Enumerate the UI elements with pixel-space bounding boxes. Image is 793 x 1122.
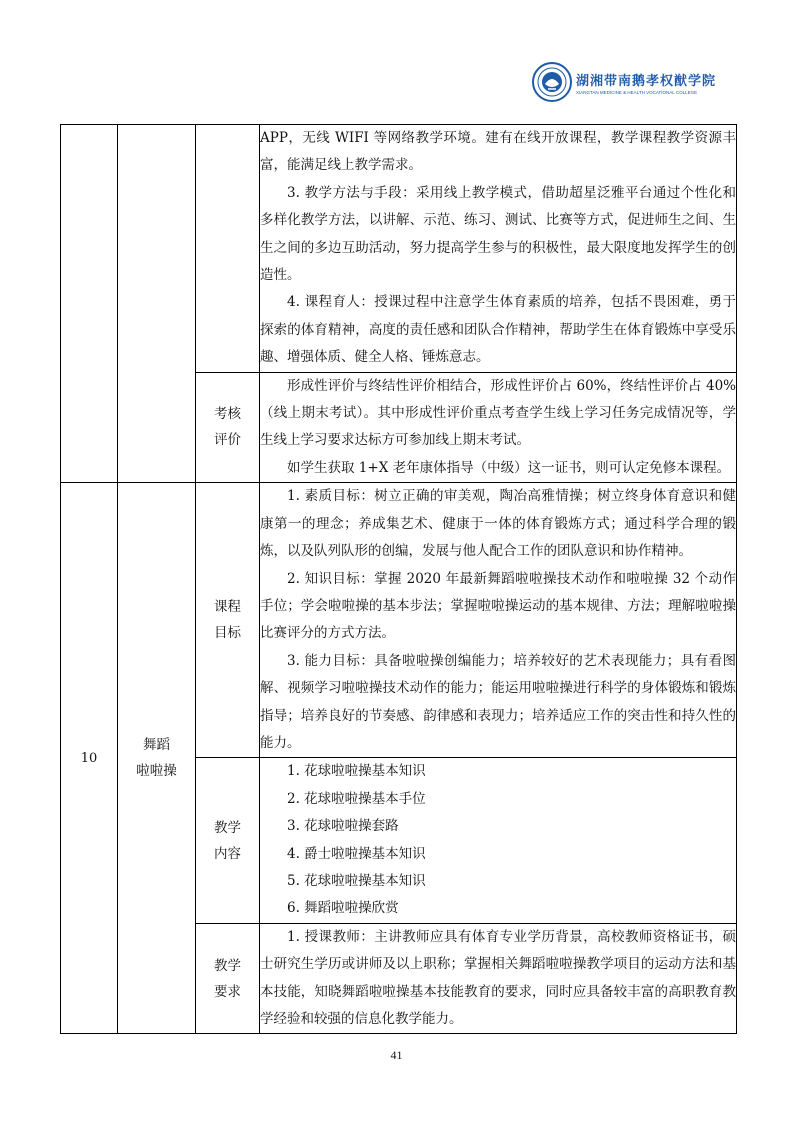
goal-paragraph: 3. 能力目标：具备啦啦操创编能力；培养较好的艺术表现能力；具有看图解、视频学习啦啦操技术动作的能力；能运用啦啦操进行科学的身体锻炼和锻炼指导；培养良好的节奏感、韵律感和表现力；培养适应工作的突击性和持久性的能力。 [260,652,736,751]
assessment-paragraph: 如学生获取 1+X 老年康体指导（中级）这一证书，则可认定免修本课程。 [287,459,731,476]
row-number: 10 [80,750,98,766]
course-name: 舞蹈 [143,737,170,754]
school-emblem-icon [532,62,572,102]
course-name: 啦啦操 [136,763,177,780]
school-logo [532,62,716,102]
row10-course-cell [118,483,196,1034]
requirements-label: 教学 [214,957,241,974]
goal-paragraph: 1. 素质目标：树立正确的审美观，陶冶高雅情操；树立终身体育意识和健康第一的理念；养成集艺术、健康于一体的体育锻炼方式；通过科学合理的锻炼，以及队列队形的创编，发展与他人配合工作的团队意识和协作精神。 [260,488,736,560]
requirements-paragraph: 1. 授课教师：主讲教师应具有体育专业学历背景，高校教师资格证书，硕士研究生学历或讲师及以上职称；掌握相关舞蹈啦啦操教学项目的运动方法和基本技能，知晓舞蹈啦啦操基本技能教育的要求，同时应具备较丰富的高职教育教学经验和较强的信息化教学能力。 [260,928,736,1027]
content-item: 2. 花球啦啦操基本手位 [287,790,426,807]
curriculum-table [60,124,737,1034]
goal-label: 课程 [214,599,241,616]
teaching-content-label: 内容 [214,845,241,862]
row9-course-cell [118,125,196,483]
school-name-en: XIANGTAN MEDICINE & HEALTH VOCATIONAL COLLEGE [576,89,698,95]
content-item: 6. 舞蹈啦啦操欣赏 [287,900,399,917]
teaching-content-cell [260,758,737,923]
requirements-label: 要求 [214,983,241,1000]
goal-label-cell [196,483,260,758]
content-paragraph: 4. 课程育人：授课过程中注意学生体育素质的培养，包括不畏困难，勇于探索的体育精神，高度的责任感和团队合作精神，帮助学生在体育锻炼中享受乐趣、增强体质、健全人格、锤炼意志。 [260,294,736,366]
requirements-label-cell [196,923,260,1034]
assessment-label-cell [196,372,260,483]
content-item: 3. 花球啦啦操套路 [287,818,399,835]
assessment-content-cell [260,372,737,483]
teaching-content-label: 教学 [214,819,241,836]
page-number: 41 [390,1048,403,1062]
teaching-content-label-cell [196,758,260,923]
content-item: 5. 花球啦啦操基本知识 [287,872,426,889]
school-name-cn: 湖湘带南鹅孝权猷学院 [576,73,717,89]
row10-number-cell [61,483,118,1034]
assessment-label: 评价 [214,432,241,449]
continued-content-cell [260,125,737,373]
requirements-content-cell [260,923,737,1034]
assessment-label: 考核 [214,406,241,423]
assessment-paragraph: 形成性评价与终结性评价相结合，形成性评价占 60%，终结性评价占 40%（线上期末考试）。其中形成性评价重点考查学生线上学习任务完成情况等，学生线上学习要求达标方可参加线上期末考试。 [260,377,736,449]
continued-label-cell [196,125,260,373]
content-item: 1. 花球啦啦操基本知识 [287,763,426,780]
content-item: 4. 爵士啦啦操基本知识 [287,845,426,862]
content-paragraph: 3. 教学方法与手段：采用线上教学模式，借助超星泛雅平台通过个性化和多样化教学方法，以讲解、示范、练习、测试、比赛等方式，促进师生之间、生生之间的多边互助活动，努力提高学生参与的积极性，最大限度地发挥学生的创造性。 [260,184,736,284]
content-paragraph: APP，无线 WIFI 等网络教学环境。建有在线开放课程，教学课程教学资源丰富，能满足线上教学需求。 [260,130,736,174]
row9-number-cell [61,125,118,483]
goal-content-cell [260,483,737,758]
logo-text [576,70,716,95]
table-row-goals [61,483,737,758]
goal-label: 目标 [214,625,241,642]
table-row-continued [61,125,737,373]
goal-paragraph: 2. 知识目标：掌握 2020 年最新舞蹈啦啦操技术动作和啦啦操 32 个动作手位；学会啦啦操的基本步法；掌握啦啦操运动的基本规律、方法；理解啦啦操比赛评分的方式方法。 [260,570,736,642]
